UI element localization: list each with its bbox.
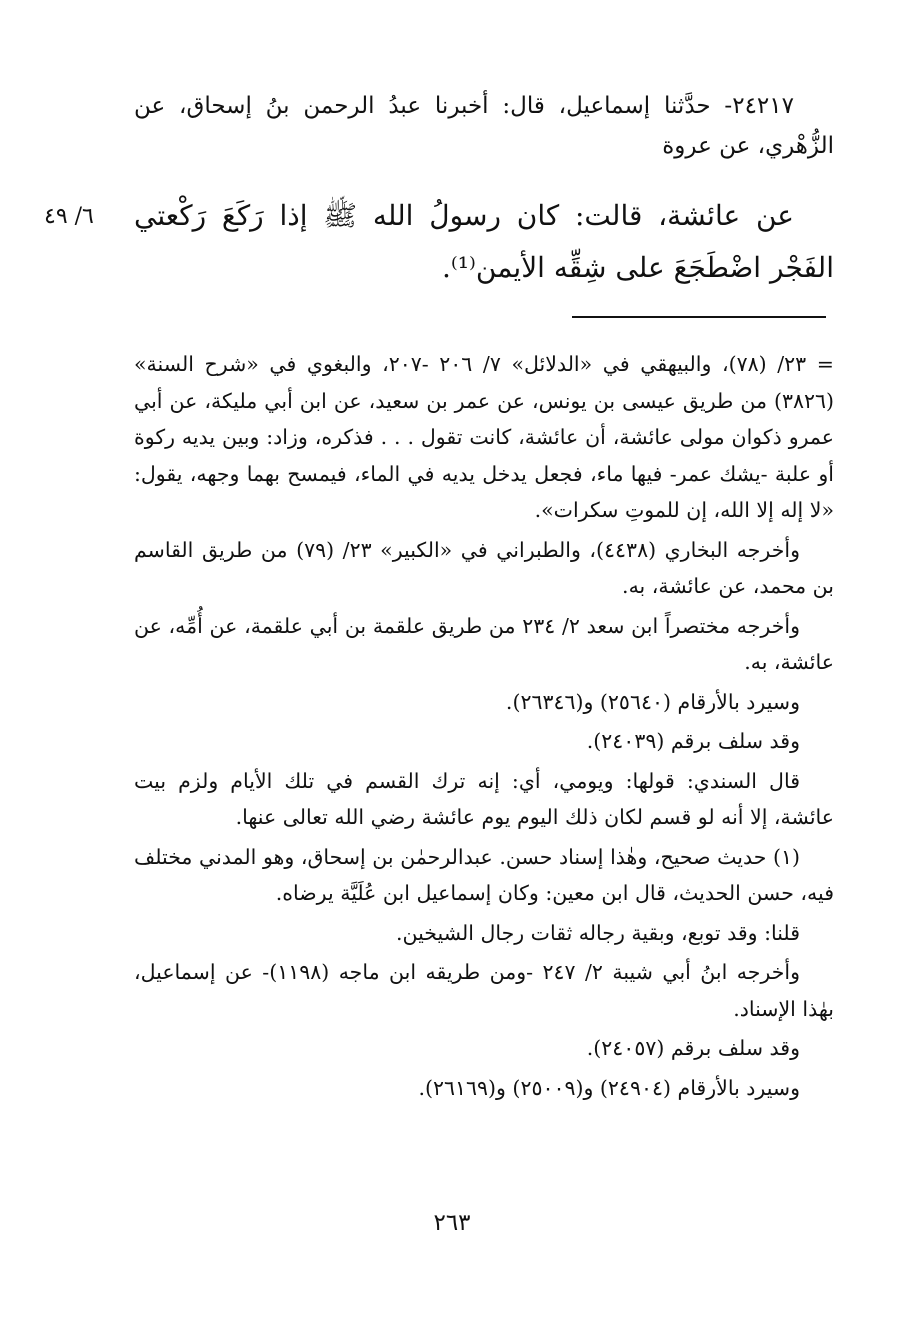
hadith-matn	[134, 190, 834, 294]
footnote-paragraph: قال السندي: قولها: ويومي، أي: إنه ترك القسم في تلك الأيام ولزم بيت عائشة، إلا أنه لو قسم لكان ذلك اليوم يوم عائشة رضي الله تعالى عنها.	[134, 768, 834, 829]
footnote-paragraph: وسيرد بالأرقام (٢٤٩٠٤) و(٢٥٠٠٩) و(٢٦١٦٩).	[418, 1075, 800, 1100]
hadith-isnad	[134, 86, 834, 166]
footnote-paragraph: قلنا: وقد توبع، وبقية رجاله ثقات رجال الشيخين.	[395, 920, 800, 945]
footnote-paragraph: وأخرجه ابنُ أبي شيبة ٢/ ٢٤٧ -ومن طريقه ابن ماجه (١١٩٨)- عن إسماعيل، بهٰذا الإسناد.	[134, 960, 834, 1021]
footnote-paragraph: (١) حديث صحيح، وهٰذا إسناد حسن. عبدالرحمٰن بن إسحاق، وهو المدني مختلف فيه، حسن الحديث، قال ابن معين: وكان إسماعيل ابن عُلَيَّة يرضاه.	[134, 844, 834, 905]
footnotes-section	[134, 346, 834, 1109]
footnote-paragraph: وقد سلف برقم (٢٤٠٥٧).	[586, 1036, 800, 1060]
footnote-paragraph: = ٢٣/ (٧٨)، والبيهقي في «الدلائل» ٧/ ٢٠٦ -٢٠٧، والبغوي في «شرح السنة» (٣٨٢٦) من طريق عيسى بن يونس، عن عمر بن سعيد، عن ابن أبي مليكة، عن أبي عمرو ذكوان مولى عائشة، أن عائشة، كانت تقول . . . فذكره، وزاد: وبين يديه ركوة أو علبة -يشك عمر- فيها ماء، فجعل يدخل يديه في الماء، فيمسح بهما وجهه، يقول: «لا إله إلا الله، إن للموتِ سكرات».	[134, 352, 834, 522]
footnote-paragraph: وأخرجه البخاري (٤٤٣٨)، والطبراني في «الكبير» ٢٣/ (٧٩) من طريق القاسم بن محمد، عن عائشة، به.	[134, 537, 834, 598]
volume-page-reference: ٦/ ٤٩	[44, 204, 94, 229]
footnote-paragraph: وسيرد بالأرقام (٢٥٦٤٠) و(٢٦٣٤٦).	[505, 689, 800, 714]
footnote-paragraph: وأخرجه مختصراً ابن سعد ٢/ ٢٣٤ من طريق علقمة بن أبي علقمة، عن أُمِّه، عن عائشة، به.	[134, 613, 834, 674]
page-number: ٢٦٣	[433, 1210, 471, 1236]
matn-text: عن عائشة، قالت: كان رسولُ الله ﷺ إذا رَكَعَ رَكْعتي الفَجْر اضْطَجَعَ على شِقِّه الأيمن⁽¹⁾.	[134, 199, 834, 284]
isnad-text: ٢٤٢١٧- حدَّثنا إسماعيل، قال: أخبرنا عبدُ الرحمن بنُ إسحاق، عن الزُّهْري، عن عروة	[134, 93, 834, 159]
footnote-separator	[572, 316, 826, 318]
footnote-paragraph: وقد سلف برقم (٢٤٠٣٩).	[586, 729, 800, 753]
